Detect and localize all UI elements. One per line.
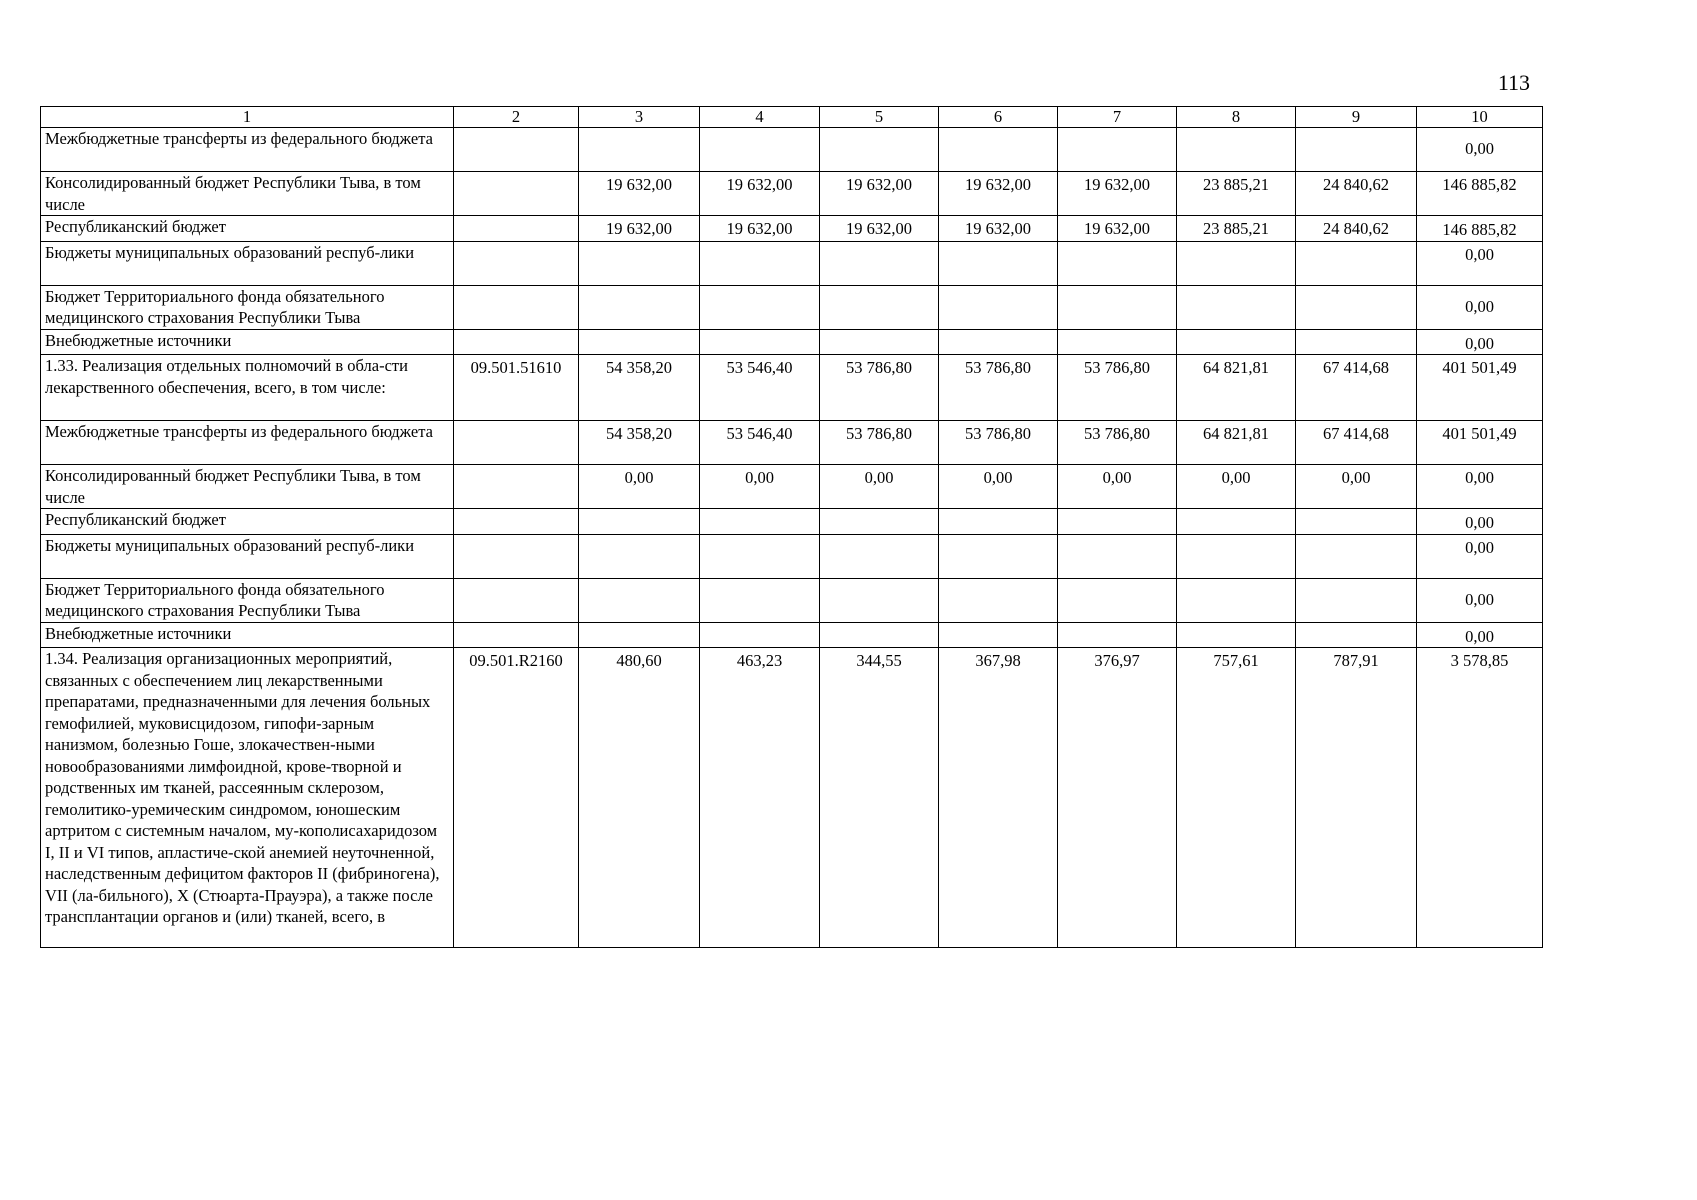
row-value: 376,97 [1058, 648, 1177, 948]
column-header: 10 [1417, 107, 1543, 128]
table-row [41, 421, 1543, 465]
row-value [700, 578, 820, 622]
row-total: 0,00 [1417, 329, 1543, 355]
row-value [1296, 578, 1417, 622]
column-header: 7 [1058, 107, 1177, 128]
row-value: 0,00 [1177, 465, 1296, 509]
row-value [939, 128, 1058, 172]
row-value [579, 578, 700, 622]
row-value [1058, 128, 1177, 172]
row-value: 53 786,80 [939, 421, 1058, 465]
table-row [41, 355, 1543, 421]
header-row [41, 107, 1543, 128]
row-value: 19 632,00 [820, 172, 939, 216]
row-code [454, 216, 579, 242]
row-value [1177, 534, 1296, 578]
row-total: 401 501,49 [1417, 421, 1543, 465]
row-value: 463,23 [700, 648, 820, 948]
row-value: 54 358,20 [579, 355, 700, 421]
page-number: 113 [1497, 70, 1530, 95]
row-total: 146 885,82 [1417, 216, 1543, 242]
row-code [454, 241, 579, 285]
row-value [820, 534, 939, 578]
row-value: 19 632,00 [579, 216, 700, 242]
row-code: 09.501.R2160 [454, 648, 579, 948]
row-value [1177, 578, 1296, 622]
row-label: Бюджеты муниципальных образований респуб-лики [41, 534, 454, 578]
row-label: Бюджеты муниципальных образований респуб-лики [41, 241, 454, 285]
row-value [700, 128, 820, 172]
row-value [939, 534, 1058, 578]
row-code [454, 578, 579, 622]
row-code [454, 421, 579, 465]
row-value [700, 285, 820, 329]
row-label: 1.33. Реализация отдельных полномочий в обла-сти лекарственного обеспечения, всего, в том числе: [41, 355, 454, 421]
row-value [1177, 241, 1296, 285]
row-value: 367,98 [939, 648, 1058, 948]
row-value: 19 632,00 [939, 172, 1058, 216]
row-value [1058, 622, 1177, 648]
table-row [41, 172, 1543, 216]
table-row [41, 578, 1543, 622]
table-row [41, 128, 1543, 172]
row-code [454, 329, 579, 355]
row-label: Внебюджетные источники [41, 329, 454, 355]
row-value: 0,00 [579, 465, 700, 509]
row-code [454, 285, 579, 329]
row-total: 3 578,85 [1417, 648, 1543, 948]
row-value: 757,61 [1177, 648, 1296, 948]
column-header: 6 [939, 107, 1058, 128]
row-total: 146 885,82 [1417, 172, 1543, 216]
row-value: 67 414,68 [1296, 355, 1417, 421]
row-value [1296, 622, 1417, 648]
table-row [41, 465, 1543, 509]
row-value: 67 414,68 [1296, 421, 1417, 465]
row-label: Межбюджетные трансферты из федерального бюджета [41, 421, 454, 465]
row-value: 19 632,00 [700, 172, 820, 216]
table-row [41, 216, 1543, 242]
column-header: 9 [1296, 107, 1417, 128]
row-value [579, 622, 700, 648]
row-value: 23 885,21 [1177, 216, 1296, 242]
row-total: 0,00 [1417, 509, 1543, 535]
row-value: 64 821,81 [1177, 421, 1296, 465]
row-value: 0,00 [700, 465, 820, 509]
row-value [700, 622, 820, 648]
table-row [41, 329, 1543, 355]
row-total: 0,00 [1417, 128, 1543, 172]
row-value [939, 509, 1058, 535]
table-row [41, 622, 1543, 648]
row-value: 787,91 [1296, 648, 1417, 948]
row-value: 19 632,00 [939, 216, 1058, 242]
row-value: 23 885,21 [1177, 172, 1296, 216]
row-total: 0,00 [1417, 578, 1543, 622]
row-label: Межбюджетные трансферты из федерального бюджета [41, 128, 454, 172]
row-value: 24 840,62 [1296, 172, 1417, 216]
row-value [579, 128, 700, 172]
row-value [820, 622, 939, 648]
row-value [700, 534, 820, 578]
row-value [1296, 509, 1417, 535]
row-value: 54 358,20 [579, 421, 700, 465]
row-value [1296, 534, 1417, 578]
row-value [579, 534, 700, 578]
row-value [939, 578, 1058, 622]
table-row [41, 509, 1543, 535]
row-value: 480,60 [579, 648, 700, 948]
row-value [1177, 329, 1296, 355]
row-total: 0,00 [1417, 465, 1543, 509]
table-row [41, 648, 1543, 948]
row-code [454, 128, 579, 172]
row-label: Республиканский бюджет [41, 509, 454, 535]
row-code: 09.501.51610 [454, 355, 579, 421]
row-value [1058, 509, 1177, 535]
row-value [1058, 578, 1177, 622]
row-label: 1.34. Реализация организационных мероприятий, связанных с обеспечением лиц лекарственными препаратами, предназначенными для лечения больных гемофилией, муковисцидозом, гипофи-зарным нанизмом, болезнью Гоше, злокачествен-ными новообразованиями лимфоидной, крове-творной и родственных им тканей, рассеянным склерозом, гемолитико-уремическим синдромом, юношеским артритом с системным началом, му-кополисахаридозом I, II и VI типов, апластиче-ской анемией неуточненной, наследственным дефицитом факторов II (фибриногена), VII (ла-бильного), X (Стюарта-Прауэра), а также после трансплантации органов и (или) тканей, всего, в [41, 648, 454, 948]
row-value [1058, 285, 1177, 329]
column-header: 1 [41, 107, 454, 128]
row-value [820, 329, 939, 355]
row-value [939, 329, 1058, 355]
row-label: Бюджет Территориального фонда обязательного медицинского страхования Республики Тыва [41, 578, 454, 622]
row-label: Внебюджетные источники [41, 622, 454, 648]
row-value [1296, 329, 1417, 355]
row-value: 53 786,80 [1058, 355, 1177, 421]
row-value [579, 329, 700, 355]
row-label: Бюджет Территориального фонда обязательного медицинского страхования Республики Тыва [41, 285, 454, 329]
row-value [939, 241, 1058, 285]
row-value: 24 840,62 [1296, 216, 1417, 242]
row-value: 53 786,80 [939, 355, 1058, 421]
row-value [939, 622, 1058, 648]
row-value: 53 786,80 [820, 355, 939, 421]
row-value [820, 509, 939, 535]
row-value [1177, 285, 1296, 329]
row-value [1296, 241, 1417, 285]
row-value: 344,55 [820, 648, 939, 948]
row-value [1296, 128, 1417, 172]
column-header: 5 [820, 107, 939, 128]
row-value [1058, 329, 1177, 355]
row-value: 19 632,00 [1058, 216, 1177, 242]
column-header: 3 [579, 107, 700, 128]
row-value [1177, 128, 1296, 172]
row-value [579, 285, 700, 329]
row-code [454, 172, 579, 216]
column-header: 4 [700, 107, 820, 128]
row-value: 19 632,00 [1058, 172, 1177, 216]
row-value [579, 509, 700, 535]
row-label: Консолидированный бюджет Республики Тыва, в том числе [41, 172, 454, 216]
row-value [1058, 534, 1177, 578]
row-value: 19 632,00 [579, 172, 700, 216]
row-value [820, 241, 939, 285]
column-header: 8 [1177, 107, 1296, 128]
row-value [1177, 509, 1296, 535]
row-value: 53 546,40 [700, 421, 820, 465]
row-value: 64 821,81 [1177, 355, 1296, 421]
row-value [939, 285, 1058, 329]
row-total: 0,00 [1417, 285, 1543, 329]
table-row [41, 241, 1543, 285]
row-value: 0,00 [820, 465, 939, 509]
budget-table [40, 106, 1543, 948]
row-value [1296, 285, 1417, 329]
row-total: 0,00 [1417, 534, 1543, 578]
row-value [579, 241, 700, 285]
row-value [700, 329, 820, 355]
table-row [41, 534, 1543, 578]
row-total: 0,00 [1417, 622, 1543, 648]
row-code [454, 534, 579, 578]
row-code [454, 509, 579, 535]
row-total: 0,00 [1417, 241, 1543, 285]
row-total: 401 501,49 [1417, 355, 1543, 421]
row-value [820, 128, 939, 172]
row-value [820, 578, 939, 622]
row-label: Республиканский бюджет [41, 216, 454, 242]
row-value: 0,00 [939, 465, 1058, 509]
row-code [454, 622, 579, 648]
row-value [700, 241, 820, 285]
row-value: 0,00 [1058, 465, 1177, 509]
table-row [41, 285, 1543, 329]
row-value [1177, 622, 1296, 648]
row-value: 0,00 [1296, 465, 1417, 509]
row-value: 53 786,80 [820, 421, 939, 465]
row-value: 53 546,40 [700, 355, 820, 421]
row-value: 19 632,00 [820, 216, 939, 242]
row-value: 53 786,80 [1058, 421, 1177, 465]
row-value [1058, 241, 1177, 285]
row-label: Консолидированный бюджет Республики Тыва, в том числе [41, 465, 454, 509]
row-code [454, 465, 579, 509]
row-value: 19 632,00 [700, 216, 820, 242]
row-value [700, 509, 820, 535]
column-header: 2 [454, 107, 579, 128]
row-value [820, 285, 939, 329]
